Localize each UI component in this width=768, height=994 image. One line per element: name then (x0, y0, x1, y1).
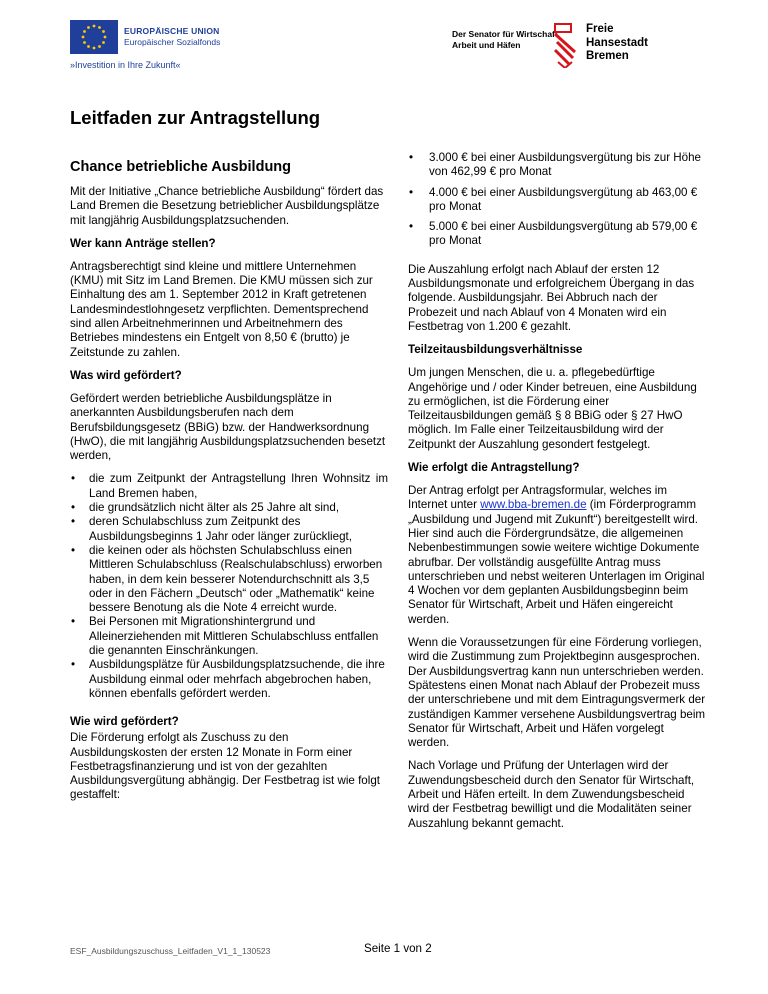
apply-text-before: Der Antrag erfolgt per Antragsformular, welches im Internet unter (408, 484, 668, 512)
left-column (70, 158, 388, 812)
list-item-text: Bei Personen mit Migrationshintergrund und Alleinerziehenden mit Mittleren Schulabschluss entfallen die genannten Einschränkungen. (89, 615, 379, 658)
list-item-text: deren Schulabschluss zum Zeitpunkt des Ausbildungsbeginns 1 Jahr oder länger zurückliegt, (89, 515, 352, 543)
eu-stars-icon (70, 20, 118, 54)
intro-paragraph: Mit der Initiative „Chance betriebliche Ausbildung“ fördert das Land Bremen die Besetzung betrieblicher Ausbildungsplätze mit langjährig Ausbildungsplatzsuchenden. (70, 185, 384, 227)
eu-subtitle: Europäischer Sozialfonds (124, 37, 221, 47)
list-item (408, 151, 708, 180)
bullet-icon: • (409, 185, 414, 199)
list-item-text: die grundsätzlich nicht älter als 25 Jahre alt sind, (89, 501, 340, 515)
list-item (70, 615, 388, 658)
bremen-line-3: Bremen (586, 50, 629, 62)
list-item (70, 501, 388, 515)
page-title: Leitfaden zur Antragstellung (70, 107, 321, 128)
list-item (408, 186, 708, 215)
eu-title: EUROPÄISCHE UNION (124, 26, 220, 36)
list-item-text: die zum Zeitpunkt der Antragstellung Ihren Wohnsitz im Land Bremen haben, (89, 472, 388, 500)
list-item-text: 5.000 € bei einer Ausbildungsvergütung ab 579,00 € pro Monat (429, 220, 698, 248)
eu-slogan: »Investition in Ihre Zukunft« (70, 60, 181, 70)
bremen-wordmark (586, 23, 648, 64)
bremen-line-2: Hansestadt (586, 36, 648, 49)
list-item-text: 3.000 € bei einer Ausbildungsvergütung bis zur Höhe von 462,99 € pro Monat (429, 151, 701, 179)
bullet-icon: • (71, 515, 76, 529)
list-item (70, 544, 388, 615)
payout-paragraph: Die Auszahlung erfolgt nach Ablauf der ersten 12 Ausbildungsmonate und erfolgreichem Übergang in das folgende. Ausbildungsjahr. Bei Abbruch nach der Probezeit und nach Ablauf von 4 Monaten wird ein Festbetrag von 1.200 € gezahlt. (408, 262, 695, 333)
senator-line-1: Der Senator für Wirtschaft, (452, 29, 561, 39)
apply-paragraph (408, 484, 708, 627)
bullet-icon: • (71, 472, 76, 486)
senator-line-2: Arbeit und Häfen (452, 40, 521, 50)
how-paragraph: Die Förderung erfolgt als Zuschuss zu den Ausbildungskosten der ersten 12 Monate in Form einer Festbetragsfinanzierung und ist von der gezahlten Ausbildungsvergütung abhängig. Der Festbetrag ist wie folgt gestaffelt: (70, 731, 380, 802)
heading-who: Wer kann Anträge stellen? (70, 236, 216, 250)
eu-flag-logo (70, 20, 118, 54)
bullet-icon: • (71, 615, 76, 629)
who-paragraph: Antragsberechtigt sind kleine und mittlere Unternehmen (KMU) mit Sitz im Land Bremen. Die KMU müssen sich zur Einhaltung des am 1. September 2012 in Kraft getretenen Landesmindestlohngesetz verpflichten. Dementsprechend sind allen Arbeitnehmerinnen und Arbeitnehmern des Betriebes mindestens ein Entgelt von 8,50 € (brutto) je Zeitstunde zu zahlen. (70, 259, 373, 359)
what-paragraph: Gefördert werden betriebliche Ausbildungsplätze in anerkannten Ausbildungsberufen nach dem Berufsbildungsgesetz (BBiG) bzw. der Handwerksordnung (HwO), die mit langjährig Ausbildungsplatzsuchenden besetzt werden, (70, 391, 386, 463)
final-paragraph: Nach Vorlage und Prüfung der Unterlagen wird der Zuwendungsbescheid durch den Senator für Wirtschaft, Arbeit und Häfen erteilt. In dem Zuwendungsbescheid wird der Festbetrag bewilligt und die Modalitäten seiner Auszahlung bekannt gemacht. (408, 759, 695, 830)
part-time-paragraph: Um jungen Menschen, die u. a. pflegebedürftige Angehörige und / oder Kinder betreuen, eine Ausbildung zu ermöglichen, ist die Förderung einer Teilzeitausbildungen gemäß § 8 BBiG oder § 27 HwO möglich. Im Falle einer Teilzeitausbildung wird der Zeitpunkt der Auszahlung gesondert festgelegt. (408, 366, 697, 451)
list-item-text: Ausbildungsplätze für Ausbildungsplatzsuchende, die ihre Ausbildung einmal oder mehrfach abgebrochen haben, können ebenfalls gefördert werden. (89, 658, 385, 700)
page-number: Seite 1 von 2 (364, 942, 432, 955)
list-item (70, 658, 388, 701)
heading-what: Was wird gefördert? (70, 368, 182, 382)
list-item-text: 4.000 € bei einer Ausbildungsvergütung ab 463,00 € pro Monat (429, 185, 698, 213)
list-item (408, 220, 708, 249)
bremen-coat-of-arms-icon (552, 22, 578, 68)
bullet-icon: • (71, 501, 76, 515)
bremen-line-1: Freie (586, 23, 614, 35)
bullet-icon: • (409, 220, 414, 234)
right-column (408, 151, 708, 840)
footer-filename: ESF_Ausbildungszuschuss_Leitfaden_V1_1_130523 (70, 946, 271, 956)
bullet-icon: • (71, 658, 76, 672)
heading-how: Wie wird gefördert? (70, 715, 179, 729)
list-item (70, 515, 388, 544)
bullet-icon: • (71, 543, 76, 557)
section-heading-chance: Chance betriebliche Ausbildung (70, 159, 292, 175)
list-item-text: die keinen oder als höchsten Schulabschluss einen Mittleren Schulabschluss (Realschulabschluss) erworben haben, in dem kein besserer Notendurchschnitt als 3,5 oder in den Fächern „Deutsch“ oder „Mathematik“ keine bessere Benotung als die Note 4 erreicht wurde. (89, 543, 383, 615)
approval-paragraph: Wenn die Voraussetzungen für eine Förderung vorliegen, wird die Zustimmung zum Projektbeginn ausgesprochen. Der Ausbildungsvertrag kann nun unterschrieben werden. Spätestens einen Monat nach Ablauf der Probezeit muss der unterschriebene und mit dem Eintragungsvermerk der zuständigen Kammer versehene Ausbildungsvertrag beim Senator für Wirtschaft, Arbeit und Häfen vorgelegt werden. (408, 636, 706, 750)
heading-part-time: Teilzeitausbildungsverhältnisse (408, 343, 583, 357)
amounts-list (408, 151, 708, 249)
list-item (70, 472, 388, 501)
bba-bremen-link[interactable]: www.bba-bremen.de (480, 498, 587, 512)
criteria-list (70, 472, 388, 701)
heading-apply: Wie erfolgt die Antragstellung? (408, 461, 580, 475)
apply-text-after: (im Förderprogramm „Ausbildung und Jugend mit Zukunft“) bereitgestellt wird. Hier sind auch die Fördergrundsätze, die allgemeinen Nebenbestimmungen sowie weitere wichtige Dokumente abrufbar. Der vollständig ausgefüllte Antrag muss unterschrieben und nebst weiteren Unterlagen im Original 4 Wochen vor dem geplanten Ausbildungsbeginn beim Senator für Wirtschaft, Arbeit und Häfen eingereicht werden. (408, 498, 705, 626)
bullet-icon: • (409, 151, 414, 164)
